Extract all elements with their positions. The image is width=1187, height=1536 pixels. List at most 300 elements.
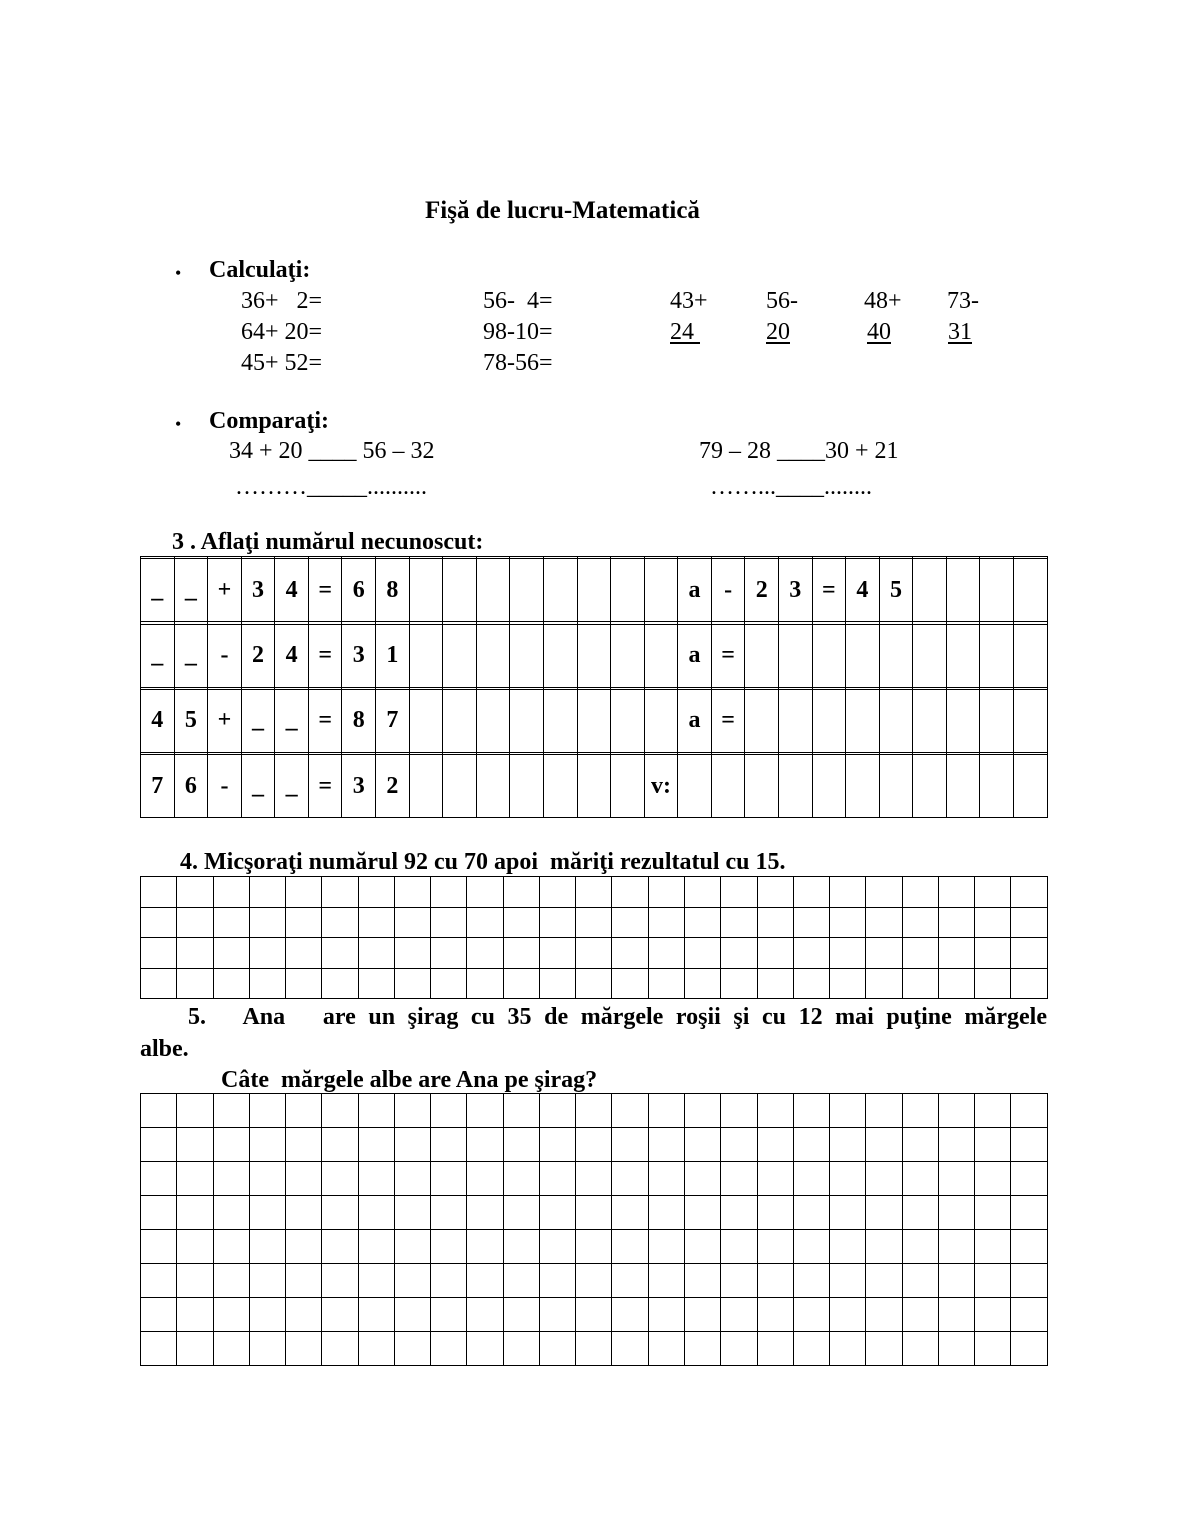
grid-cell (141, 1332, 177, 1366)
grid-cell (476, 559, 510, 622)
grid-cell (539, 1230, 575, 1264)
grid-cell (684, 1298, 720, 1332)
grid-cell (141, 1264, 177, 1298)
grid-cell (975, 1298, 1011, 1332)
grid-cell: 3 (778, 559, 812, 622)
grid-cell: _ (174, 624, 208, 687)
grid-cell (938, 1264, 974, 1298)
grid-cell (612, 1162, 648, 1196)
grid-cell (1011, 968, 1047, 999)
grid-cell (793, 907, 829, 938)
grid-cell (913, 689, 947, 752)
grid-cell: 5 (879, 559, 913, 622)
grid-cell (177, 1332, 213, 1366)
grid-cell (141, 1128, 177, 1162)
grid-cell (249, 1196, 285, 1230)
grid-cell (938, 1298, 974, 1332)
grid-cell: 4 (275, 624, 309, 687)
grid-cell (177, 968, 213, 999)
grid-cell (938, 1230, 974, 1264)
grid-cell: 3 (342, 624, 376, 687)
grid-cell (902, 1094, 938, 1128)
grid-cell (684, 1332, 720, 1366)
grid-row (141, 559, 1048, 622)
grid-cell (793, 877, 829, 908)
grid-cell (757, 1128, 793, 1162)
exercise-col2-3: 78-56= (483, 350, 553, 376)
grid-cell (612, 877, 648, 908)
grid-row (141, 1196, 1048, 1230)
grid-cell (721, 1230, 757, 1264)
grid-cell (249, 877, 285, 908)
grid-cell (975, 877, 1011, 908)
unknown-number-grid (140, 556, 1048, 818)
grid-cell (476, 755, 510, 818)
grid-cell (249, 907, 285, 938)
grid-cell (503, 1264, 539, 1298)
grid-cell (612, 1332, 648, 1366)
grid-row (141, 1230, 1048, 1264)
grid-cell (322, 1128, 358, 1162)
grid-cell (612, 1298, 648, 1332)
grid-cell: _ (174, 559, 208, 622)
grid-cell (539, 907, 575, 938)
grid-cell (938, 968, 974, 999)
grid-cell (648, 907, 684, 938)
grid-cell (793, 1230, 829, 1264)
grid-cell (503, 1298, 539, 1332)
section5-question: Câte mărgele albe are Ana pe şirag? (221, 1067, 598, 1093)
grid-cell (721, 1128, 757, 1162)
grid-cell (286, 1162, 322, 1196)
grid-cell (503, 1162, 539, 1196)
grid-cell (902, 1230, 938, 1264)
grid-cell (503, 938, 539, 969)
grid-cell (1011, 1128, 1047, 1162)
grid-cell (757, 1196, 793, 1230)
exercise-col2-1: 56- 4= (483, 288, 553, 314)
grid-cell (1014, 755, 1048, 818)
grid-cell (213, 1298, 249, 1332)
grid-cell (577, 689, 611, 752)
grid-cell (793, 938, 829, 969)
grid-cell (322, 938, 358, 969)
grid-cell: _ (241, 755, 275, 818)
grid-cell (830, 1128, 866, 1162)
grid-cell (975, 907, 1011, 938)
grid-cell (1014, 624, 1048, 687)
grid-cell (431, 1094, 467, 1128)
grid-cell (721, 1094, 757, 1128)
grid-cell: = (308, 689, 342, 752)
grid-cell (177, 938, 213, 969)
grid-cell (177, 1162, 213, 1196)
grid-cell (830, 1332, 866, 1366)
grid-cell (648, 1128, 684, 1162)
grid-cell (684, 907, 720, 938)
section2-label: Comparaţi: (209, 408, 329, 434)
grid-cell (409, 624, 443, 687)
grid-cell (846, 624, 880, 687)
grid-cell (902, 1264, 938, 1298)
grid-cell: a (678, 624, 712, 687)
grid-cell (975, 938, 1011, 969)
compare-right: 79 – 28 ____30 + 21 (699, 438, 899, 464)
grid-cell (980, 624, 1014, 687)
grid-cell: 6 (342, 559, 376, 622)
grid-cell (443, 755, 477, 818)
grid-cell (394, 877, 430, 908)
grid-cell (576, 1332, 612, 1366)
grid-cell (431, 1128, 467, 1162)
compare-left-answer: ………_____.......... (235, 474, 427, 500)
grid-cell (612, 938, 648, 969)
grid-cell (431, 1162, 467, 1196)
grid-cell (431, 877, 467, 908)
grid-cell (539, 1196, 575, 1230)
grid-cell: 2 (241, 624, 275, 687)
grid-cell: = (812, 559, 846, 622)
grid-cell (510, 624, 544, 687)
grid-cell: a (678, 559, 712, 622)
grid-cell: 3 (342, 755, 376, 818)
grid-cell (644, 559, 678, 622)
grid-row (141, 938, 1048, 969)
grid-cell (778, 689, 812, 752)
grid-cell: 5 (174, 689, 208, 752)
grid-cell (830, 1298, 866, 1332)
grid-cell (394, 968, 430, 999)
grid-cell (213, 1162, 249, 1196)
grid-cell (684, 1162, 720, 1196)
grid-cell (394, 1298, 430, 1332)
grid-cell (902, 1128, 938, 1162)
section3-label: 3 . Aflaţi numărul necunoscut: (172, 529, 484, 555)
grid-row (141, 1128, 1048, 1162)
grid-cell (576, 1162, 612, 1196)
grid-cell (830, 1196, 866, 1230)
grid-cell: = (308, 559, 342, 622)
grid-cell (830, 968, 866, 999)
grid-cell (866, 877, 902, 908)
grid-cell (830, 1230, 866, 1264)
grid-cell (286, 1264, 322, 1298)
grid-cell (141, 877, 177, 908)
grid-cell (1011, 1162, 1047, 1196)
grid-cell (213, 1230, 249, 1264)
grid-cell (503, 877, 539, 908)
grid-cell: 8 (342, 689, 376, 752)
grid-cell (684, 1128, 720, 1162)
grid-cell (322, 1332, 358, 1366)
grid-cell (946, 624, 980, 687)
grid-cell (577, 559, 611, 622)
grid-cell (975, 1196, 1011, 1230)
grid-cell (648, 877, 684, 908)
grid-cell (249, 1230, 285, 1264)
grid-cell (980, 755, 1014, 818)
grid-cell (467, 1128, 503, 1162)
grid-cell (757, 938, 793, 969)
grid-cell (177, 1094, 213, 1128)
grid-cell (812, 689, 846, 752)
compare-left: 34 + 20 ____ 56 – 32 (229, 438, 435, 464)
grid-cell: - (208, 624, 242, 687)
grid-cell (503, 907, 539, 938)
grid-cell (286, 1230, 322, 1264)
grid-cell (830, 1264, 866, 1298)
grid-cell (938, 938, 974, 969)
grid-cell (757, 968, 793, 999)
grid-row (141, 1332, 1048, 1366)
grid-cell (938, 877, 974, 908)
grid-cell (975, 1128, 1011, 1162)
grid-cell: 1 (376, 624, 410, 687)
grid-cell (141, 938, 177, 969)
grid-cell (902, 938, 938, 969)
grid-cell: 7 (376, 689, 410, 752)
grid-cell (177, 907, 213, 938)
grid-cell (141, 1162, 177, 1196)
compare-right-answer: ……...____........ (710, 474, 872, 500)
grid-cell (648, 1196, 684, 1230)
grid-row (141, 755, 1048, 818)
grid-cell (830, 1162, 866, 1196)
grid-cell (1011, 1332, 1047, 1366)
grid-cell (322, 877, 358, 908)
grid-cell: a (678, 689, 712, 752)
grid-cell: _ (275, 755, 309, 818)
grid-cell (684, 1196, 720, 1230)
grid-cell: 3 (241, 559, 275, 622)
grid-cell (213, 1128, 249, 1162)
grid-row (141, 689, 1048, 752)
grid-cell (286, 938, 322, 969)
grid-cell (1011, 1094, 1047, 1128)
grid-cell (757, 1162, 793, 1196)
grid-cell (286, 1128, 322, 1162)
grid-cell (745, 755, 779, 818)
grid-cell (394, 1162, 430, 1196)
grid-cell (612, 1094, 648, 1128)
grid-cell (866, 1298, 902, 1332)
grid-cell (1011, 1298, 1047, 1332)
grid-cell (866, 907, 902, 938)
grid-cell (612, 1264, 648, 1298)
grid-row (141, 968, 1048, 999)
grid-cell (249, 1298, 285, 1332)
work-grid-section5 (140, 1093, 1048, 1366)
grid-cell (443, 559, 477, 622)
grid-cell (938, 1094, 974, 1128)
grid-cell: - (208, 755, 242, 818)
grid-cell (467, 1094, 503, 1128)
grid-cell (812, 624, 846, 687)
grid-cell: v: (644, 755, 678, 818)
grid-cell (409, 559, 443, 622)
grid-cell (431, 1230, 467, 1264)
grid-cell (757, 1264, 793, 1298)
grid-cell (322, 1230, 358, 1264)
grid-cell (322, 907, 358, 938)
grid-cell (539, 877, 575, 908)
grid-cell: 4 (846, 559, 880, 622)
grid-cell (576, 1094, 612, 1128)
vertical-op-2-bottom: 20 (766, 319, 790, 345)
grid-cell (510, 755, 544, 818)
grid-cell (1011, 938, 1047, 969)
grid-cell (721, 1162, 757, 1196)
grid-cell (611, 755, 645, 818)
grid-cell (1011, 1230, 1047, 1264)
grid-cell (757, 1332, 793, 1366)
grid-cell (249, 968, 285, 999)
grid-cell (543, 755, 577, 818)
grid-cell (644, 624, 678, 687)
grid-cell (510, 559, 544, 622)
grid-cell (467, 1196, 503, 1230)
grid-cell (866, 1230, 902, 1264)
exercise-col1-2: 64+ 20= (241, 319, 323, 345)
grid-cell (946, 559, 980, 622)
grid-cell (177, 1196, 213, 1230)
grid-cell (576, 907, 612, 938)
grid-cell: 8 (376, 559, 410, 622)
grid-cell (322, 1094, 358, 1128)
grid-cell (938, 1332, 974, 1366)
grid-cell (177, 877, 213, 908)
grid-cell (141, 1094, 177, 1128)
grid-cell (358, 1094, 394, 1128)
grid-cell (648, 1298, 684, 1332)
grid-cell (213, 877, 249, 908)
grid-cell (539, 1094, 575, 1128)
grid-cell (793, 1298, 829, 1332)
grid-cell (611, 624, 645, 687)
grid-cell (249, 1128, 285, 1162)
grid-cell (177, 1128, 213, 1162)
grid-cell (510, 689, 544, 752)
grid-row (141, 907, 1048, 938)
grid-cell (684, 1264, 720, 1298)
grid-cell (913, 624, 947, 687)
grid-cell (503, 1230, 539, 1264)
grid-cell: _ (275, 689, 309, 752)
grid-cell (913, 755, 947, 818)
grid-cell (409, 755, 443, 818)
grid-cell (358, 1264, 394, 1298)
grid-cell (286, 968, 322, 999)
grid-cell (576, 877, 612, 908)
grid-cell (684, 968, 720, 999)
vertical-op-4-top: 73- (947, 288, 979, 314)
grid-cell (866, 1264, 902, 1298)
grid-cell (757, 907, 793, 938)
grid-cell (711, 755, 745, 818)
grid-cell (830, 938, 866, 969)
grid-cell (476, 689, 510, 752)
grid-cell (358, 1298, 394, 1332)
grid-cell (793, 968, 829, 999)
grid-cell (467, 1332, 503, 1366)
grid-cell (213, 1094, 249, 1128)
grid-cell (394, 1094, 430, 1128)
grid-cell (793, 1128, 829, 1162)
grid-cell (879, 689, 913, 752)
grid-cell (721, 938, 757, 969)
grid-cell (1011, 907, 1047, 938)
vertical-op-1-bottom: 24 (670, 319, 700, 345)
grid-cell (213, 1196, 249, 1230)
exercise-col1-1: 36+ 2= (241, 288, 323, 314)
grid-cell (576, 938, 612, 969)
grid-cell (467, 907, 503, 938)
grid-cell (644, 689, 678, 752)
grid-cell (394, 907, 430, 938)
exercise-col2-2: 98-10= (483, 319, 553, 345)
grid-cell (846, 689, 880, 752)
grid-cell (902, 1162, 938, 1196)
grid-row (141, 1094, 1048, 1128)
grid-cell (757, 1230, 793, 1264)
grid-cell (476, 624, 510, 687)
grid-cell (975, 1162, 1011, 1196)
grid-cell (358, 1128, 394, 1162)
grid-cell (577, 624, 611, 687)
grid-cell (443, 689, 477, 752)
grid-cell (467, 877, 503, 908)
grid-cell (177, 1264, 213, 1298)
grid-cell: + (208, 559, 242, 622)
grid-cell (286, 1196, 322, 1230)
grid-cell (576, 1298, 612, 1332)
grid-cell (1011, 877, 1047, 908)
grid-cell (539, 938, 575, 969)
grid-cell (576, 1196, 612, 1230)
grid-cell (467, 1264, 503, 1298)
grid-cell: _ (141, 559, 175, 622)
grid-cell (879, 624, 913, 687)
grid-cell (358, 1230, 394, 1264)
grid-cell (980, 559, 1014, 622)
grid-cell (721, 1196, 757, 1230)
grid-cell (141, 1298, 177, 1332)
grid-cell (467, 1230, 503, 1264)
grid-cell (612, 907, 648, 938)
grid-cell (946, 689, 980, 752)
grid-cell (358, 907, 394, 938)
grid-cell (141, 968, 177, 999)
grid-cell (721, 1264, 757, 1298)
grid-cell (830, 1094, 866, 1128)
grid-cell (286, 1094, 322, 1128)
grid-cell (358, 968, 394, 999)
grid-cell (866, 1128, 902, 1162)
grid-cell: = (711, 689, 745, 752)
grid-cell (648, 1162, 684, 1196)
vertical-op-3-top: 48+ (864, 288, 902, 314)
grid-row (141, 624, 1048, 687)
grid-cell: = (308, 624, 342, 687)
grid-cell (757, 877, 793, 908)
grid-cell (757, 1298, 793, 1332)
grid-cell (938, 1128, 974, 1162)
grid-cell (612, 1230, 648, 1264)
grid-cell: _ (141, 624, 175, 687)
grid-cell (938, 1162, 974, 1196)
vertical-op-1-top: 43+ (670, 288, 708, 314)
grid-cell (358, 877, 394, 908)
